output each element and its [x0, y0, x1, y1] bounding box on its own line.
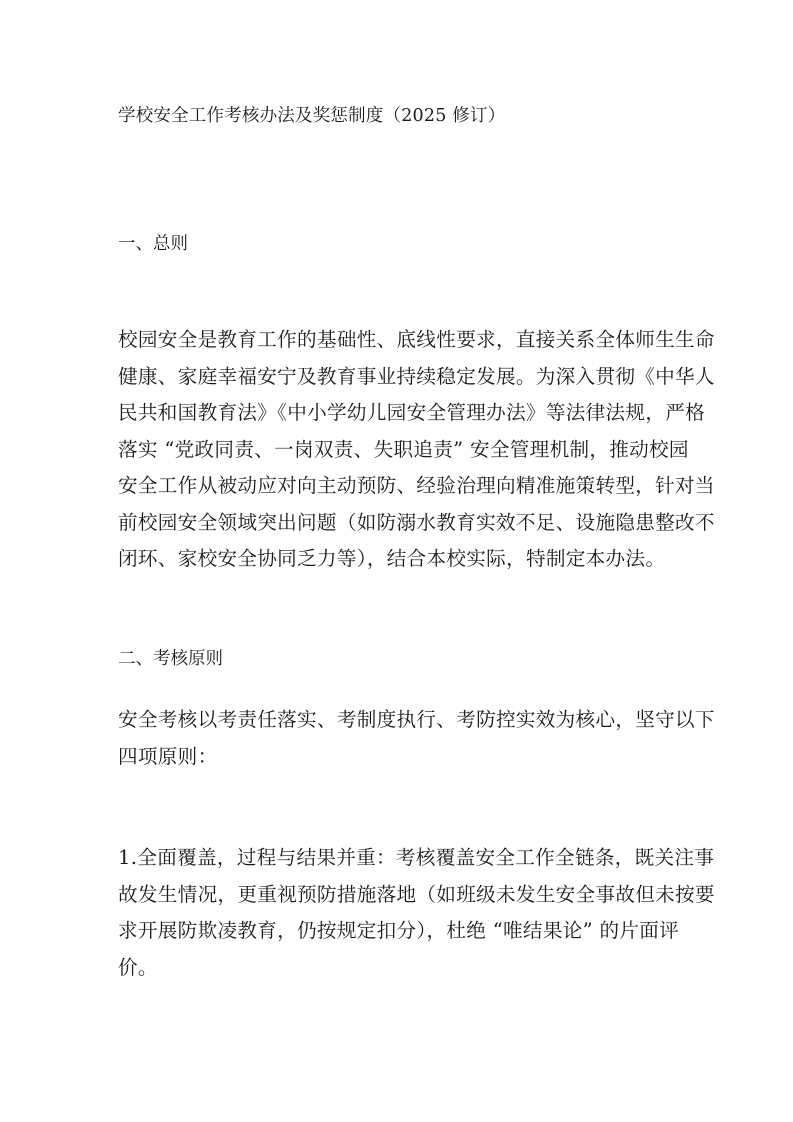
paragraph-line: 健康、家庭幸福安宁及教育事业持续稳定发展。为深入贯彻《中华人	[118, 364, 715, 388]
paragraph-line: 故发生情况，更重视预防措施落地（如班级未发生安全事故但未按要	[118, 882, 715, 906]
document-title: 学校安全工作考核办法及奖惩制度（2025 修订）	[118, 106, 506, 126]
paragraph-line: 校园安全是教育工作的基础性、底线性要求，直接关系全体师生生命	[118, 328, 715, 351]
section-heading-general: 一、总则	[118, 234, 188, 254]
paragraph-general-intro	[118, 322, 715, 578]
paragraph-line: 安全工作从被动应对向主动预防、经验治理向精准施策转型，针对当	[118, 474, 715, 497]
paragraph-line: 求开展防欺凌教育，仍按规定扣分），杜绝 “唯结果论” 的片面评	[118, 919, 680, 942]
paragraph-line: 1.全面覆盖，过程与结果并重：考核覆盖安全工作全链条，既关注事	[118, 846, 715, 869]
paragraph-line: 价。	[118, 955, 158, 979]
section-heading-principles: 二、考核原则	[118, 649, 223, 669]
paragraph-line: 四项原则：	[118, 744, 218, 768]
paragraph-line: 落实 “党政同责、一岗双责、失职追责” 安全管理机制，推动校园	[118, 437, 689, 461]
paragraph-principle-1	[118, 840, 715, 986]
paragraph-principles-intro	[118, 702, 715, 775]
paragraph-line: 闭环、家校安全协同乏力等），结合本校实际，特制定本办法。	[118, 547, 666, 570]
paragraph-line: 安全考核以考责任落实、考制度执行、考防控实效为核心，坚守以下	[118, 708, 715, 731]
paragraph-line: 民共和国教育法》《中小学幼儿园安全管理办法》等法律法规，严格	[118, 401, 706, 424]
paragraph-line: 前校园安全领域突出问题（如防溺水教育实效不足、设施隐患整改不	[118, 510, 715, 534]
